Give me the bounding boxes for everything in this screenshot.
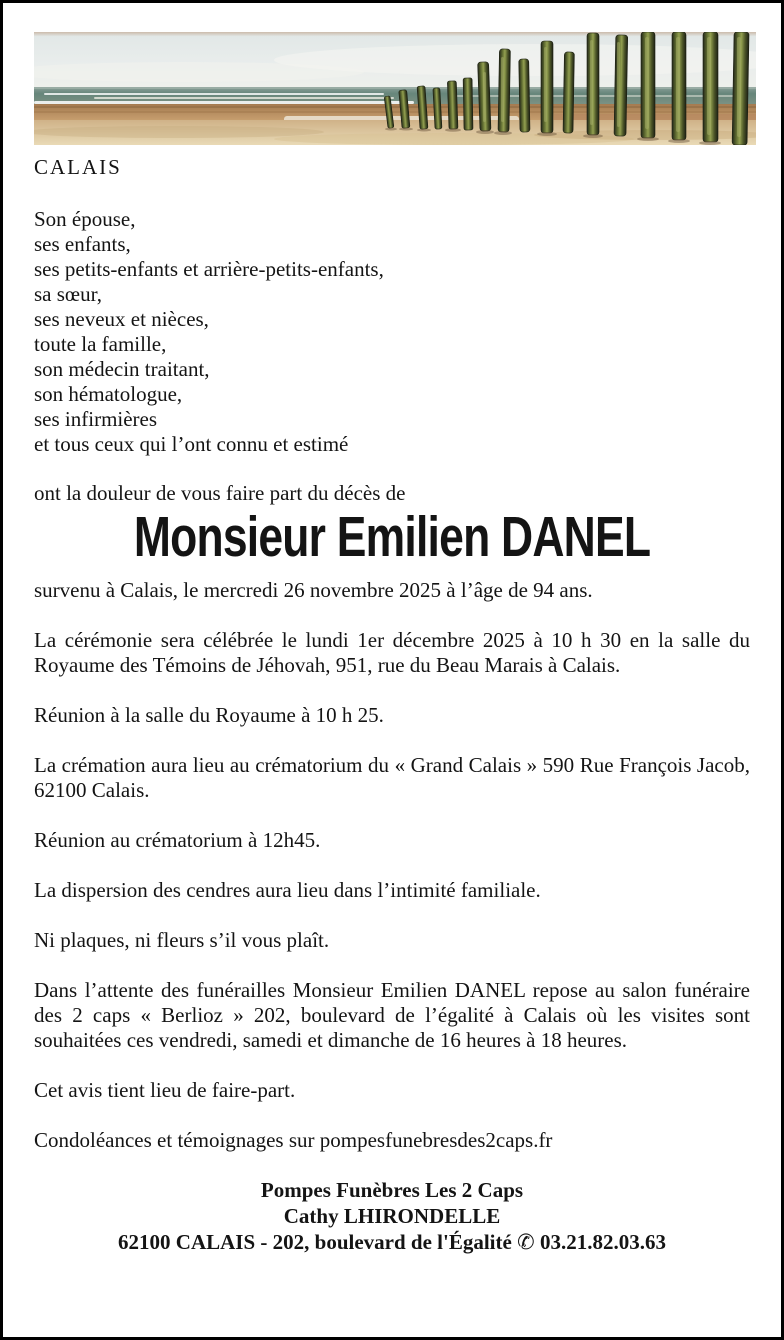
- location-heading: CALAIS: [34, 155, 122, 179]
- paragraph-faire-part: Cet avis tient lieu de faire-part.: [34, 1078, 296, 1102]
- paragraph-ceremony: La cérémonie sera célébrée le lundi 1er décembre 2025 à 10 h 30 en la salle du Royaume des Témoins de Jéhovah, 951, rue du Beau Marais à Calais.: [34, 628, 750, 677]
- paragraph-ni-plaques: Ni plaques, ni fleurs s’il vous plaît.: [34, 928, 330, 952]
- deceased-name-title: [34, 506, 750, 568]
- funeral-home-name: Pompes Funèbres Les 2 Caps: [260, 1178, 524, 1202]
- family-list: [34, 207, 750, 457]
- beach-groynes-photo: [34, 32, 756, 145]
- telephone-icon: ✆: [517, 1230, 535, 1254]
- funeral-home-footer: [34, 1177, 750, 1255]
- funeral-home-phone: 03.21.82.03.63: [539, 1230, 666, 1254]
- funeral-home-address-line: [34, 1229, 750, 1255]
- family-line: son médecin traitant,: [34, 357, 210, 381]
- paragraph-condoleances: Condoléances et témoignages sur pompesfunebresdes2caps.fr: [34, 1128, 553, 1152]
- paragraph-dispersion: La dispersion des cendres aura lieu dans l’intimité familiale.: [34, 878, 541, 902]
- family-line: ses petits-enfants et arrière-petits-enfants,: [34, 257, 384, 281]
- funeral-home-contact: Cathy LHIRONDELLE: [283, 1204, 501, 1228]
- family-line: toute la famille,: [34, 332, 167, 356]
- funeral-home-address: 62100 CALAIS - 202, boulevard de l'Égalité: [118, 1230, 512, 1254]
- paragraph-reunion-crematorium: Réunion au crématorium à 12h45.: [34, 828, 321, 852]
- family-line: sa sœur,: [34, 282, 102, 306]
- family-line: ses neveux et nièces,: [34, 307, 209, 331]
- announcement-line: ont la douleur de vous faire part du décès de: [34, 481, 406, 505]
- deceased-name: Monsieur Emilien DANEL: [133, 505, 651, 569]
- family-line: son hématologue,: [34, 382, 183, 406]
- family-line: Son épouse,: [34, 207, 136, 231]
- paragraph-reunion-salle: Réunion à la salle du Royaume à 10 h 25.: [34, 703, 384, 727]
- family-line: et tous ceux qui l’ont connu et estimé: [34, 432, 349, 456]
- family-line: ses infirmières: [34, 407, 158, 431]
- paragraph-salon-funeraire: Dans l’attente des funérailles Monsieur Emilien DANEL repose au salon funéraire des 2 caps « Berlioz » 202, boulevard de l’égalité à Calais où les visites sont souhaitées ces vendredi, samedi et dimanche de 16 heures à 18 heures.: [34, 978, 750, 1052]
- paragraph-cremation: La crémation aura lieu au crématorium du « Grand Calais » 590 Rue François Jacob, 62100 Calais.: [34, 753, 750, 802]
- family-line: ses enfants,: [34, 232, 131, 256]
- death-details-line: survenu à Calais, le mercredi 26 novembre 2025 à l’âge de 94 ans.: [34, 578, 593, 602]
